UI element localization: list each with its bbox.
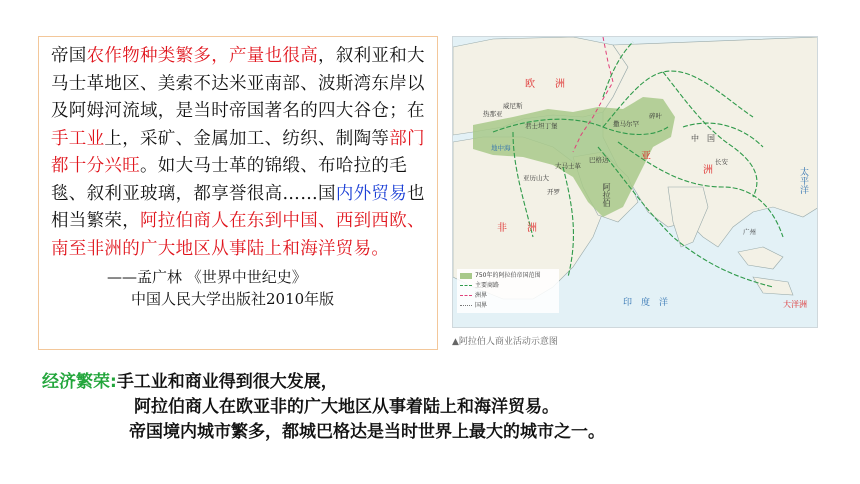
summary-line-1	[42, 370, 605, 395]
india-land	[668, 187, 708, 247]
summary-line-3: 帝国境内城市繁多，都城巴格达是当时世界上最大的城市之一。	[129, 422, 605, 442]
label-venice: 威尼斯	[503, 102, 523, 110]
label-damascus: 大马士革	[555, 162, 581, 170]
label-oceania: 大洋洲	[783, 300, 807, 309]
label-baghdad: 巴格达	[589, 156, 609, 164]
label-mediterranean: 地中海	[491, 144, 511, 152]
quote-segment: 部门都十分兴旺	[51, 128, 425, 176]
summary-label: 经济繁荣:	[42, 372, 117, 392]
map-legend	[457, 269, 559, 313]
label-xiyanqi: 撒马尔罕	[613, 120, 639, 128]
quote-segment: 手工业	[51, 128, 105, 149]
map-caption: ▲阿拉伯人商业活动示意图	[452, 337, 558, 347]
quote-segment: 上，采矿、金属加工、纺织、制陶等	[104, 128, 390, 149]
label-suizhou: 碎叶	[649, 112, 662, 120]
legend-area	[460, 271, 556, 281]
label-cairo: 开罗	[547, 188, 560, 196]
quote-segment: 。如大马士革的锦缎、布哈拉的毛毯、叙利亚玻璃，都享誉很高……国	[51, 156, 407, 204]
label-changan: 长安	[715, 158, 728, 166]
quote-source-publisher: 中国人民大学出版社2010年版	[131, 290, 335, 308]
legend-national-border-text: 国界	[475, 302, 488, 309]
quote-text	[51, 43, 429, 263]
label-guangzhou: 广州	[743, 228, 756, 236]
legend-continent-border	[460, 291, 556, 301]
label-asia-2: 洲	[703, 165, 713, 176]
quote-box	[38, 36, 438, 350]
label-alexandria: 亚历山大	[523, 174, 549, 182]
label-europe: 欧 洲	[525, 79, 565, 90]
quote-segment: 阿拉伯商人在东到中国、西到西欧、南至非洲的广大地区从事陆上和海洋贸易。	[51, 211, 425, 259]
label-constantinople: 君士坦丁堡	[525, 122, 558, 130]
label-arabia: 阿拉伯	[602, 183, 611, 207]
summary-text-1: 手工业和商业得到很大发展，	[116, 372, 338, 392]
quote-segment: 内外贸易	[335, 183, 408, 204]
label-genoa: 热那亚	[483, 110, 503, 118]
label-asia: 亚	[641, 151, 651, 162]
summary-line-2: 阿拉伯商人在欧亚非的广大地区从事着陆上和海洋贸易。	[134, 397, 559, 417]
label-china: 中 国	[691, 134, 715, 143]
quote-source-author: ——孟广林 《世界中世纪史》	[107, 268, 307, 286]
quote-segment: 也相当繁荣，	[51, 183, 425, 231]
label-indian-ocean: 印 度 洋	[623, 298, 669, 308]
label-africa: 非 洲	[497, 223, 537, 234]
legend-continent-border-text: 洲界	[475, 292, 488, 299]
trade-map	[452, 36, 818, 328]
legend-route-text: 主要商路	[475, 282, 500, 289]
legend-route	[460, 281, 556, 291]
quote-segment: 农作物种类繁多，产量也很高	[86, 46, 319, 66]
sea-islands	[738, 247, 793, 295]
label-pacific: 太平洋	[798, 167, 808, 194]
quote-segment: 帝国	[51, 46, 87, 66]
legend-national-border	[460, 301, 556, 311]
summary	[42, 370, 605, 445]
quote-segment: ，叙利亚和大马士革地区、美索不达米亚南部、波斯湾东岸以及阿姆河流域，是当时帝国著名的四大谷仓；在	[51, 46, 425, 121]
legend-area-text: 750年的阿拉伯帝国范围	[475, 272, 541, 279]
